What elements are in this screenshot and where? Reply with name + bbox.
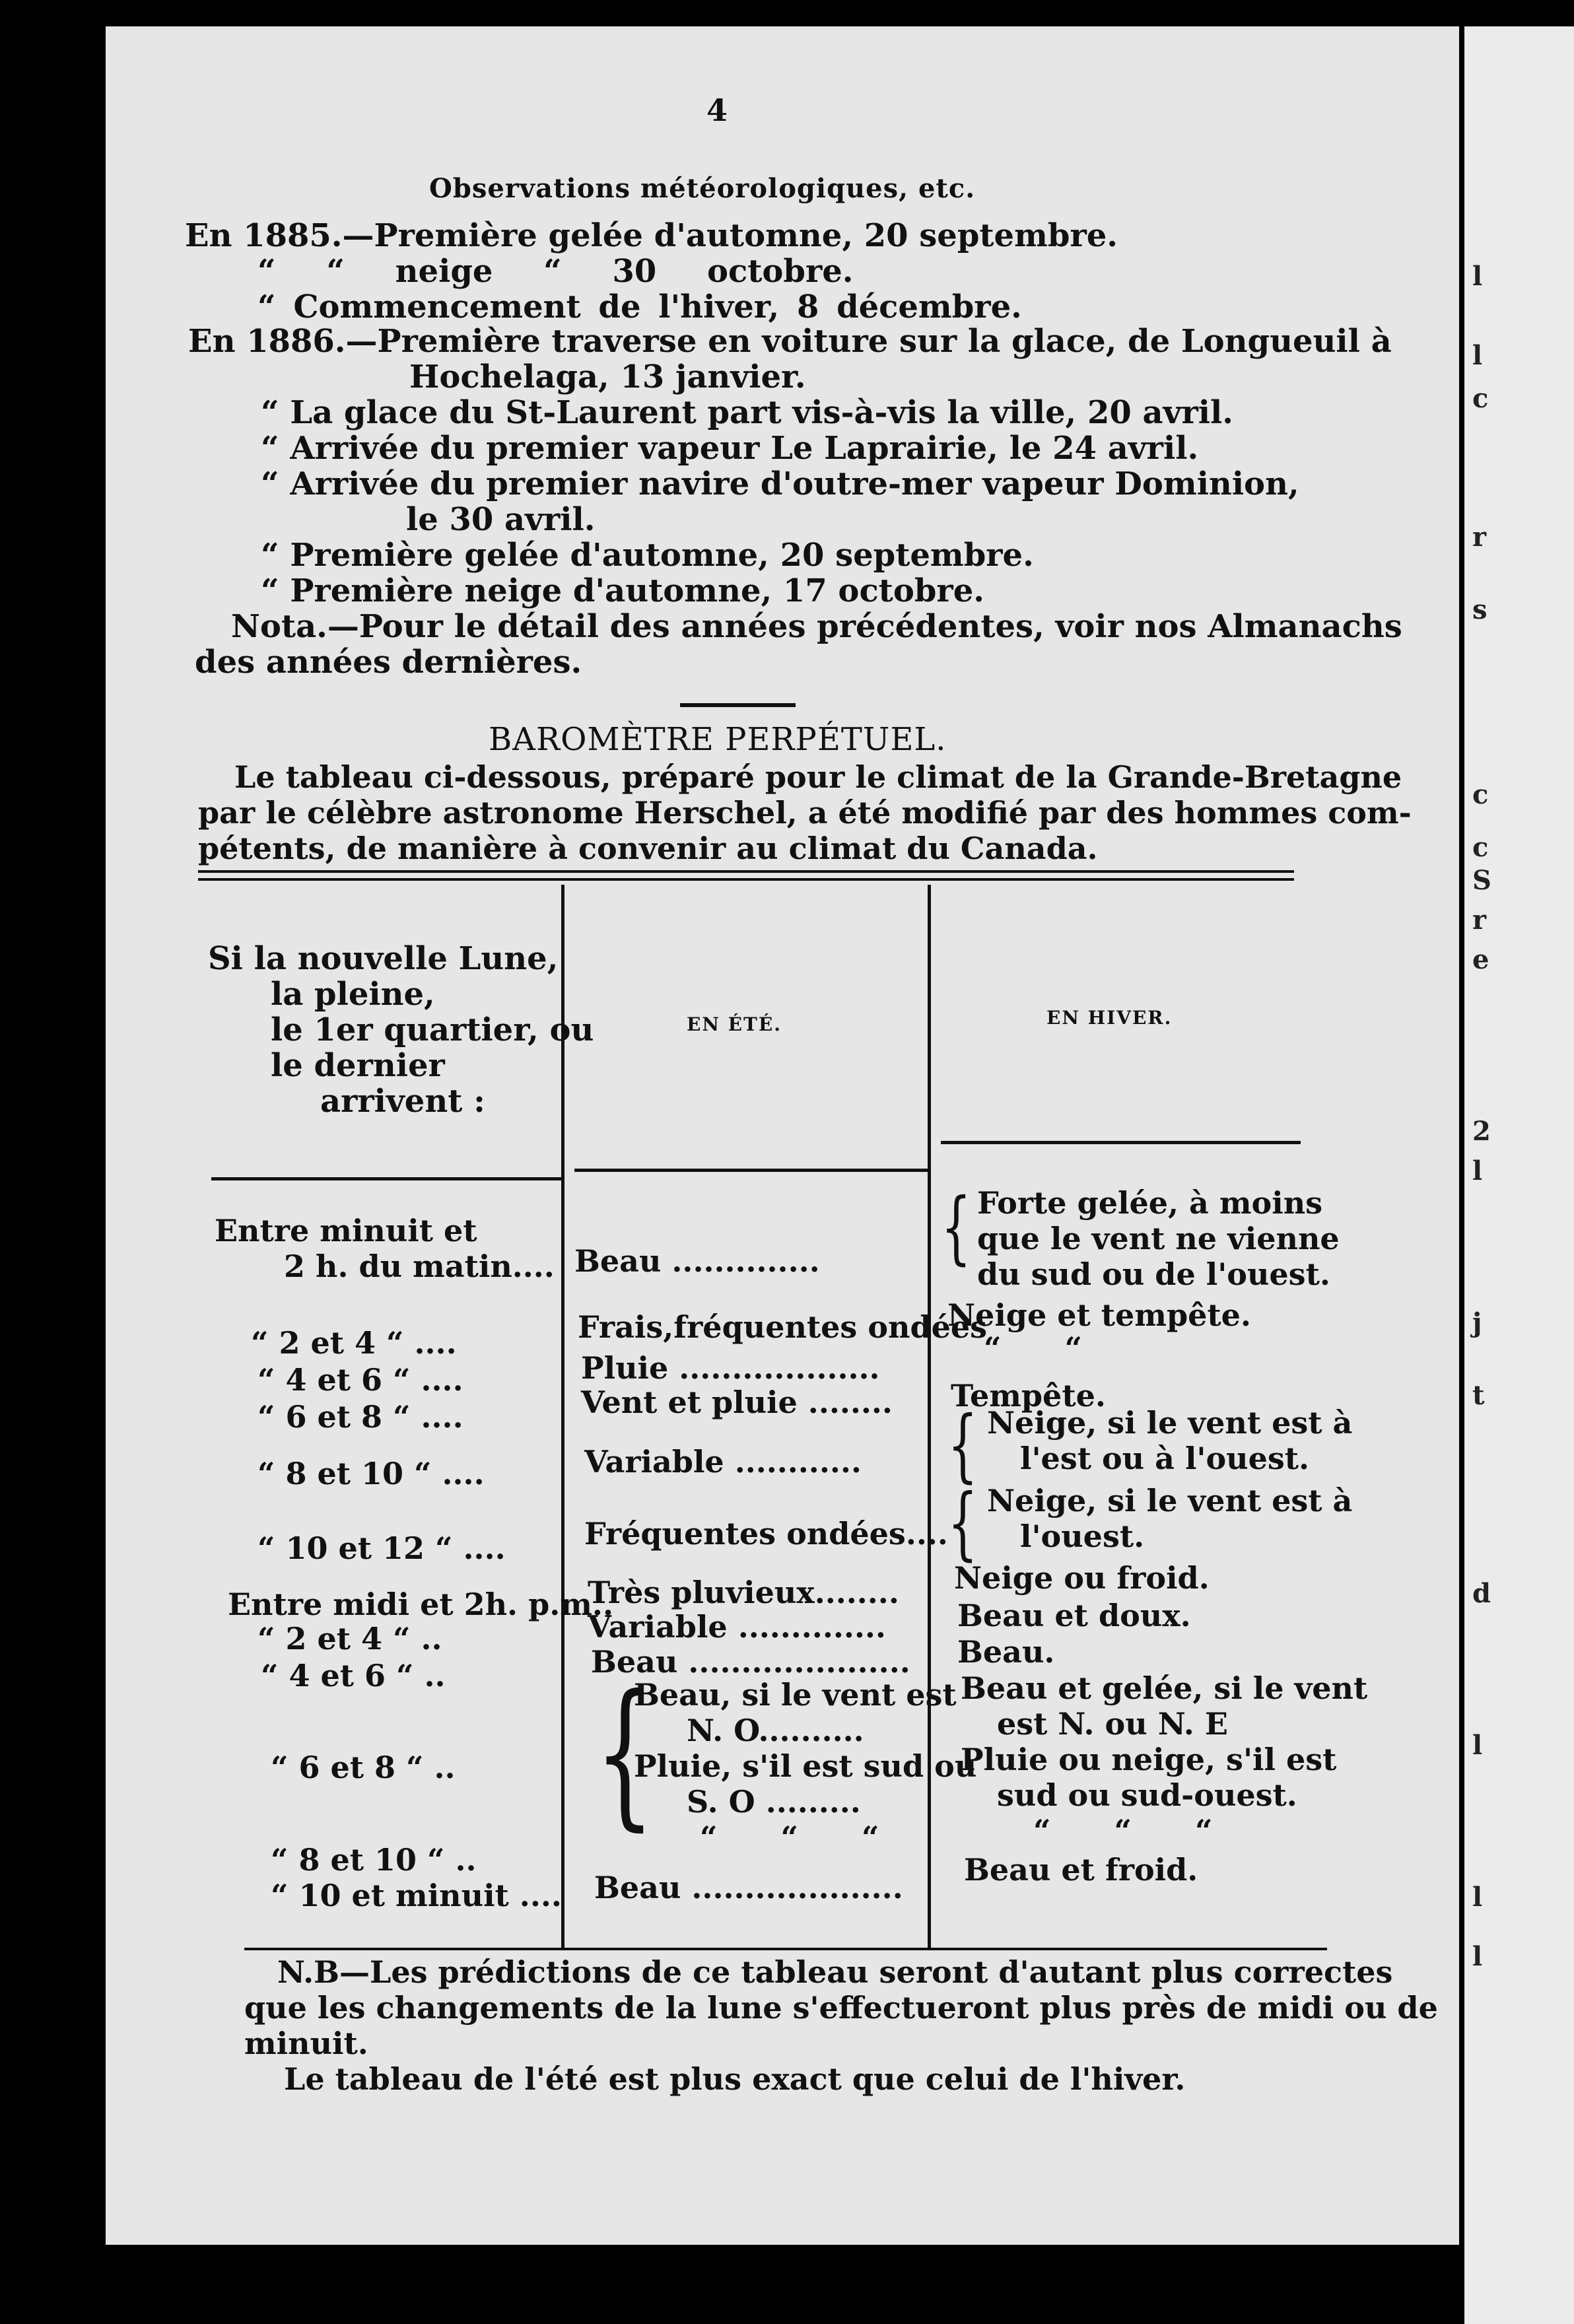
brace: {	[941, 1182, 972, 1274]
brace: {	[947, 1400, 978, 1491]
observation-line: des années dernières.	[195, 644, 582, 681]
time-cell: “ 8 et 10 “ ..	[271, 1842, 477, 1878]
ete-cell: Variable ............	[584, 1444, 862, 1480]
time-cell: “ 10 et minuit ....	[271, 1878, 562, 1913]
strip-letter: l	[1472, 340, 1483, 371]
strip-letter: l	[1472, 1730, 1483, 1761]
observation-line: En 1886.—Première traverse en voiture sur la glace, de Longueuil à	[188, 323, 1392, 360]
hiver-line: l'est ou à l'ouest.	[1020, 1441, 1310, 1476]
hiver-line: Pluie ou neige, s'il est	[961, 1742, 1337, 1777]
observation-line: Nota.—Pour le détail des années précédentes, voir nos Almanachs	[231, 608, 1402, 645]
note-line: Le tableau de l'été est plus exact que celui de l'hiver.	[284, 2061, 1186, 2097]
col2-header: EN ÉTÉ.	[687, 1013, 782, 1035]
hiver-cell: Beau et froid.	[964, 1852, 1198, 1888]
brace: {	[594, 1660, 656, 1845]
col1-header-line: le 1er quartier, ou	[271, 1011, 594, 1048]
hiver-cell	[987, 1405, 1352, 1476]
time-cell: Entre midi et 2h. p.m..	[228, 1587, 613, 1622]
ditto-marks: “ “ “	[1033, 1813, 1239, 1849]
observation-line: En 1885.—Première gelée d'automne, 20 septembre.	[185, 217, 1118, 254]
header-rule	[574, 1169, 931, 1172]
strip-letter: s	[1472, 594, 1488, 625]
intro-line: pétents, de manière à convenir au climat du Canada.	[198, 831, 1098, 866]
time-cell: “ 2 et 4 “ ....	[251, 1325, 457, 1361]
strip-letter: c	[1472, 832, 1489, 863]
ete-cell: Frais,fréquentes ondées	[578, 1309, 988, 1345]
ete-line: N. O..........	[687, 1713, 864, 1748]
hiver-line: Beau et gelée, si le vent	[961, 1670, 1368, 1706]
ditto-marks: “ “ “	[700, 1820, 906, 1855]
time-cell	[215, 1213, 555, 1284]
ete-cell: Vent et pluie ........	[581, 1384, 893, 1420]
time-cell: “ 4 et 6 “ ....	[257, 1362, 463, 1398]
ete-cell: Très pluvieux........	[588, 1575, 899, 1610]
time-cell: “ 8 et 10 “ ....	[257, 1456, 485, 1491]
strip-letter: l	[1472, 1882, 1483, 1913]
hiver-cell: Beau et doux.	[957, 1598, 1191, 1633]
hiver-line: sud ou sud-ouest.	[997, 1777, 1297, 1813]
ete-cell: Pluie ...................	[581, 1350, 880, 1386]
hiver-cell: Neige et tempête.	[947, 1297, 1251, 1333]
col1-header	[208, 941, 594, 1119]
table-top-rule	[198, 878, 1294, 881]
observation-line: “ Commencement de l'hiver, 8 décembre.	[257, 289, 1022, 325]
hiver-line: Forte gelée, à moins	[977, 1185, 1323, 1221]
intro-line: par le célèbre astronome Herschel, a été modifié par des hommes com-	[198, 795, 1412, 831]
strip-letter: S	[1472, 865, 1491, 896]
observation-line: “ Première gelée d'automne, 20 septembre.	[261, 537, 1034, 574]
barometre-title: BAROMÈTRE PERPÉTUEL.	[489, 721, 947, 758]
ete-cell: Beau ....................	[594, 1870, 903, 1905]
ete-cell: Beau .....................	[591, 1644, 910, 1680]
note-line: minuit.	[244, 2026, 368, 2061]
ete-line: Beau, si le vent est	[634, 1677, 957, 1713]
hiver-cell: Tempête.	[951, 1378, 1106, 1414]
time-cell: “ 6 et 8 “ ....	[257, 1399, 463, 1435]
hiver-cell	[987, 1483, 1352, 1554]
strip-letter: d	[1472, 1578, 1491, 1609]
hiver-cell: Neige ou froid.	[954, 1560, 1210, 1596]
col1-header-line: arrivent :	[320, 1083, 485, 1120]
strip-letter: l	[1472, 1941, 1483, 1972]
observation-line: “ Arrivée du premier vapeur Le Laprairie, le 24 avril.	[261, 430, 1199, 467]
ete-cell	[634, 1677, 976, 1855]
time-cell: “ 2 et 4 “ ..	[257, 1621, 442, 1657]
strip-letter: l	[1472, 261, 1483, 292]
strip-letter: r	[1472, 905, 1487, 936]
time-cell: “ 4 et 6 “ ..	[261, 1658, 446, 1693]
hiver-line: que le vent ne vienne	[977, 1221, 1340, 1256]
note-line: que les changements de la lune s'effectueront plus près de midi ou de	[244, 1990, 1438, 2026]
strip-letter: j	[1472, 1307, 1482, 1338]
observation-line: “ La glace du St-Laurent part vis-à-vis la ville, 20 avril.	[261, 394, 1233, 431]
observation-line: “ “ neige “ 30 octobre.	[257, 253, 854, 290]
table-bottom-rule	[244, 1948, 1327, 1950]
note-line: N.B—Les prédictions de ce tableau seront d'autant plus correctes	[277, 1954, 1393, 1990]
col3-header: EN HIVER.	[1046, 1007, 1173, 1029]
strip-letter: e	[1472, 944, 1489, 975]
time-line: 2 h. du matin....	[284, 1248, 555, 1284]
header-rule	[211, 1177, 565, 1180]
ete-line: S. O .........	[687, 1784, 861, 1820]
observation-line: Hochelaga, 13 janvier.	[409, 359, 806, 395]
intro-line: Le tableau ci-dessous, préparé pour le climat de la Grande-Bretagne	[234, 759, 1402, 795]
ete-cell: Beau ..............	[574, 1243, 820, 1279]
hiver-line: Neige, si le vent est à	[987, 1483, 1353, 1519]
ditto-marks: “ “	[984, 1330, 1109, 1366]
ete-cell: Fréquentes ondées....	[584, 1516, 948, 1552]
section-divider	[680, 703, 796, 707]
ete-line: Pluie, s'il est sud ou	[634, 1748, 977, 1784]
col1-header-line: le dernier	[271, 1047, 445, 1084]
brace: {	[947, 1478, 978, 1569]
strip-letter: r	[1472, 522, 1487, 553]
time-line: Entre minuit et	[215, 1213, 477, 1248]
hiver-line: du sud ou de l'ouest.	[977, 1256, 1330, 1292]
observation-line: le 30 avril.	[406, 501, 596, 538]
hiver-line: l'ouest.	[1020, 1519, 1145, 1554]
hiver-line: Neige, si le vent est à	[987, 1405, 1353, 1441]
time-cell: “ 10 et 12 “ ....	[257, 1530, 506, 1566]
section-heading: Observations météorologiques, etc.	[429, 173, 976, 204]
hiver-cell	[961, 1670, 1367, 1849]
strip-letter: 2	[1472, 1116, 1491, 1147]
observation-line: “ Arrivée du premier navire d'outre-mer vapeur Dominion,	[261, 465, 1299, 502]
col1-header-line: Si la nouvelle Lune,	[208, 940, 559, 977]
page-number: 4	[706, 92, 728, 128]
ete-cell: Variable ..............	[588, 1609, 886, 1645]
strip-letter: l	[1472, 1155, 1483, 1186]
hiver-cell	[977, 1185, 1340, 1292]
observation-line: “ Première neige d'automne, 17 octobre.	[261, 572, 984, 609]
strip-letter: c	[1472, 383, 1489, 414]
adjacent-page-strip	[1464, 26, 1574, 2324]
time-cell: “ 6 et 8 “ ..	[271, 1750, 456, 1785]
col1-header-line: la pleine,	[271, 976, 435, 1013]
header-rule	[941, 1141, 1301, 1144]
strip-letter: t	[1472, 1380, 1485, 1411]
hiver-line: est N. ou N. E	[997, 1706, 1228, 1742]
table-top-rule	[198, 870, 1294, 873]
strip-letter: c	[1472, 779, 1489, 810]
hiver-cell: Beau.	[957, 1634, 1055, 1670]
